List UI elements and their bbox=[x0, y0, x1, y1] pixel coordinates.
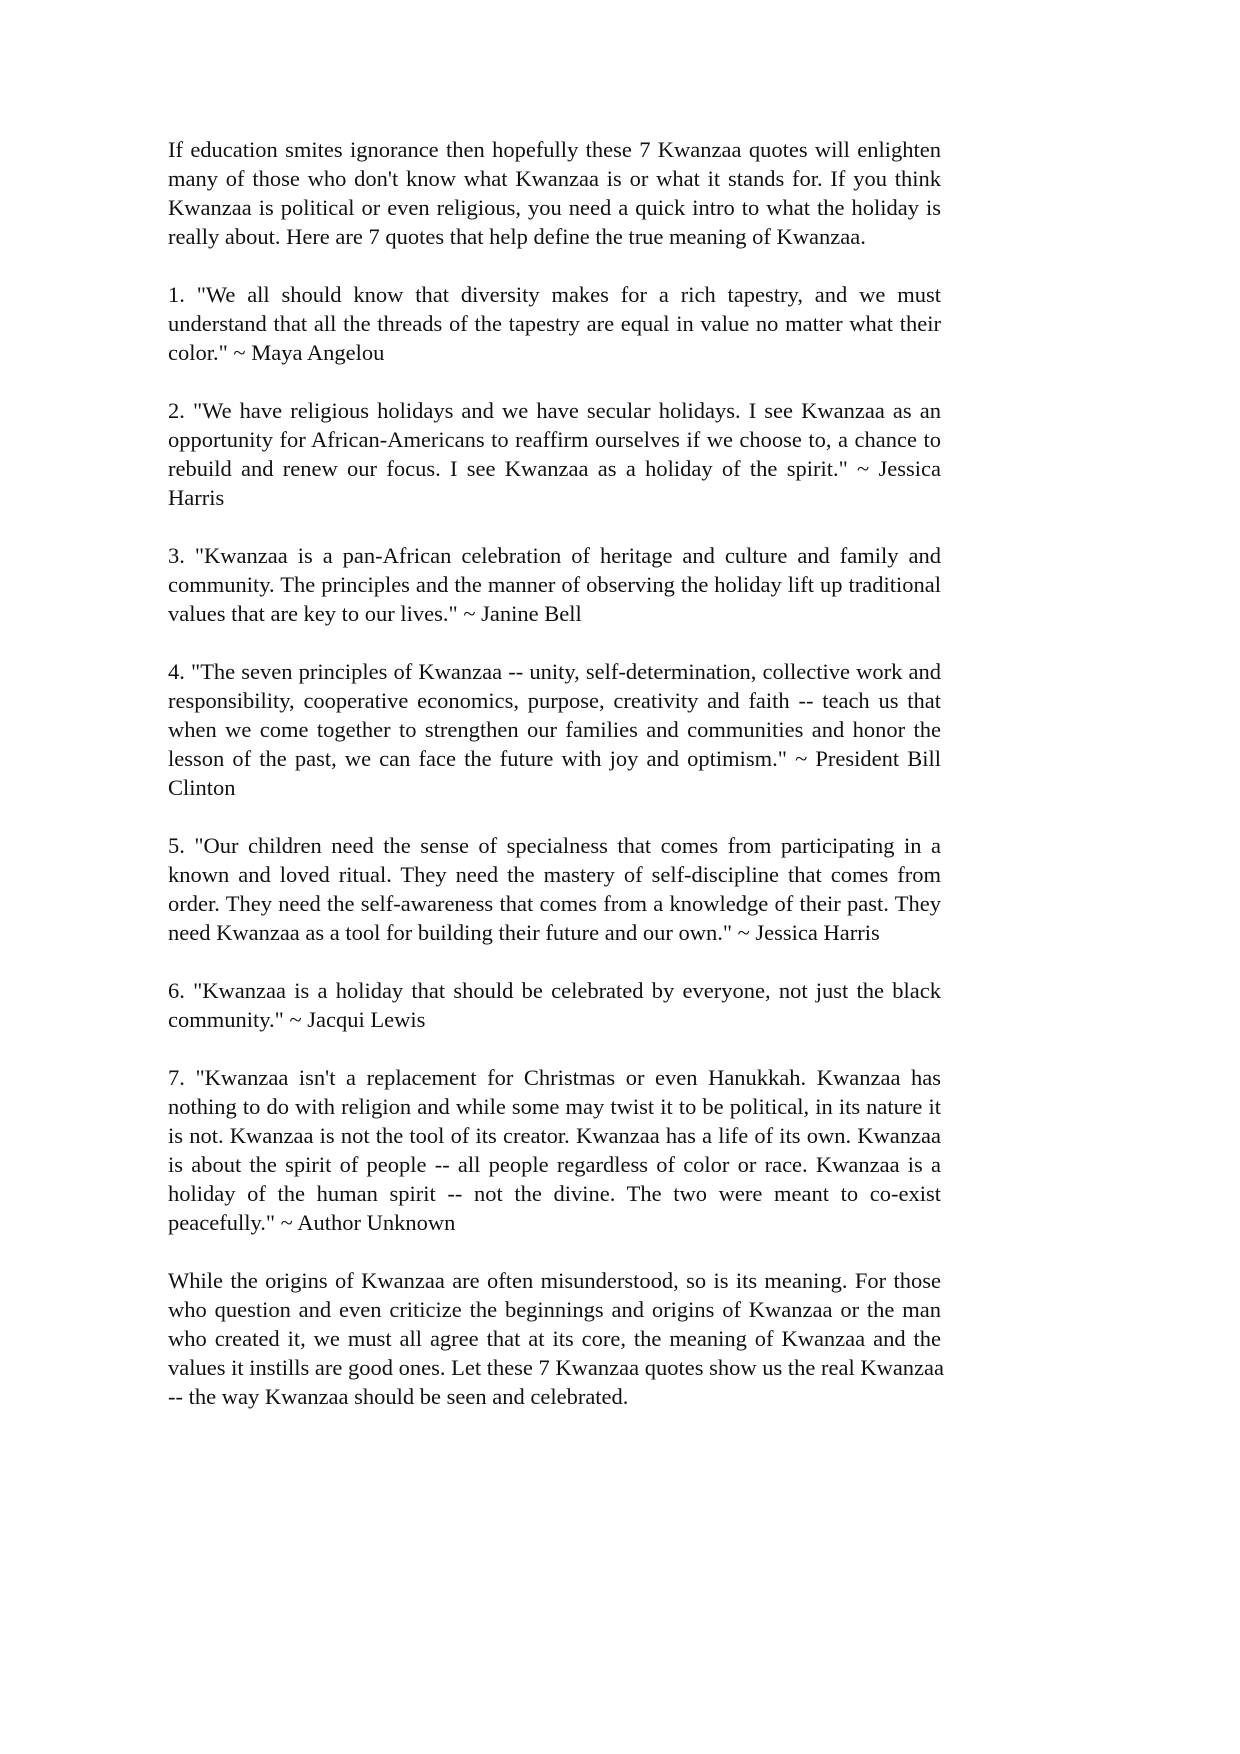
text-line: community. The principles and the manner of observing the holiday lift up traditional bbox=[168, 572, 941, 597]
text-line: nothing to do with religion and while some may twist it to be political, in its nature it bbox=[168, 1094, 941, 1119]
text-line: -- the way Kwanzaa should be seen and celebrated. bbox=[168, 1384, 629, 1409]
text-line: is about the spirit of people -- all people regardless of color or race. Kwanzaa is a bbox=[168, 1152, 941, 1177]
text-line: is not. Kwanzaa is not the tool of its creator. Kwanzaa has a life of its own. Kwanzaa bbox=[168, 1123, 941, 1148]
text-line: color." ~ Maya Angelou bbox=[168, 340, 385, 365]
paragraph-conclusion bbox=[168, 1266, 945, 1411]
text-line: If education smites ignorance then hopefully these 7 Kwanzaa quotes will enlighten bbox=[168, 137, 941, 162]
text-line: lesson of the past, we can face the future with joy and optimism." ~ President Bill bbox=[168, 746, 941, 771]
text-line: Harris bbox=[168, 485, 225, 510]
text-line: 6. "Kwanzaa is a holiday that should be celebrated by everyone, not just the black bbox=[168, 978, 941, 1003]
paragraph-intro bbox=[168, 135, 941, 251]
text-line: Clinton bbox=[168, 775, 236, 800]
text-line: values it instills are good ones. Let these 7 Kwanzaa quotes show us the real Kwanzaa bbox=[168, 1355, 945, 1380]
paragraph-quote-6 bbox=[168, 976, 941, 1034]
text-line: 5. "Our children need the sense of specialness that comes from participating in a bbox=[168, 833, 941, 858]
text-line: peacefully." ~ Author Unknown bbox=[168, 1210, 456, 1235]
text-line: holiday of the human spirit -- not the divine. The two were meant to co-exist bbox=[168, 1181, 941, 1206]
text-line: 1. "We all should know that diversity makes for a rich tapestry, and we must bbox=[168, 282, 941, 307]
text-line: 2. "We have religious holidays and we have secular holidays. I see Kwanzaa as an bbox=[168, 398, 941, 423]
text-line: who question and even criticize the beginnings and origins of Kwanzaa or the man bbox=[168, 1297, 941, 1322]
text-line: opportunity for African-Americans to reaffirm ourselves if we choose to, a chance to bbox=[168, 427, 941, 452]
text-line: when we come together to strengthen our families and communities and honor the bbox=[168, 717, 941, 742]
text-line: who created it, we must all agree that at its core, the meaning of Kwanzaa and the bbox=[168, 1326, 941, 1351]
text-line: rebuild and renew our focus. I see Kwanzaa as a holiday of the spirit." ~ Jessica bbox=[168, 456, 941, 481]
text-line: Kwanzaa is political or even religious, you need a quick intro to what the holiday is bbox=[168, 195, 941, 220]
text-line: values that are key to our lives." ~ Janine Bell bbox=[168, 601, 582, 626]
text-line: While the origins of Kwanzaa are often misunderstood, so is its meaning. For those bbox=[168, 1268, 941, 1293]
paragraph-quote-1 bbox=[168, 280, 941, 367]
text-line: need Kwanzaa as a tool for building their future and our own." ~ Jessica Harris bbox=[168, 920, 880, 945]
paragraph-quote-7 bbox=[168, 1063, 941, 1237]
text-line: 4. "The seven principles of Kwanzaa -- unity, self-determination, collective work and bbox=[168, 659, 941, 684]
text-line: 3. "Kwanzaa is a pan-African celebration of heritage and culture and family and bbox=[168, 543, 941, 568]
text-line: order. They need the self-awareness that comes from a knowledge of their past. They bbox=[168, 891, 941, 916]
text-line: known and loved ritual. They need the mastery of self-discipline that comes from bbox=[168, 862, 941, 887]
paragraph-quote-2 bbox=[168, 396, 941, 512]
paragraph-quote-5 bbox=[168, 831, 941, 947]
text-line: 7. "Kwanzaa isn't a replacement for Christmas or even Hanukkah. Kwanzaa has bbox=[168, 1065, 941, 1090]
text-line: community." ~ Jacqui Lewis bbox=[168, 1007, 426, 1032]
text-line: many of those who don't know what Kwanzaa is or what it stands for. If you think bbox=[168, 166, 941, 191]
paragraph-quote-4 bbox=[168, 657, 941, 802]
text-line: responsibility, cooperative economics, purpose, creativity and faith -- teach us that bbox=[168, 688, 941, 713]
paragraph-quote-3 bbox=[168, 541, 941, 628]
text-line: understand that all the threads of the tapestry are equal in value no matter what their bbox=[168, 311, 941, 336]
document-page bbox=[168, 135, 945, 1440]
text-line: really about. Here are 7 quotes that help define the true meaning of Kwanzaa. bbox=[168, 224, 866, 249]
